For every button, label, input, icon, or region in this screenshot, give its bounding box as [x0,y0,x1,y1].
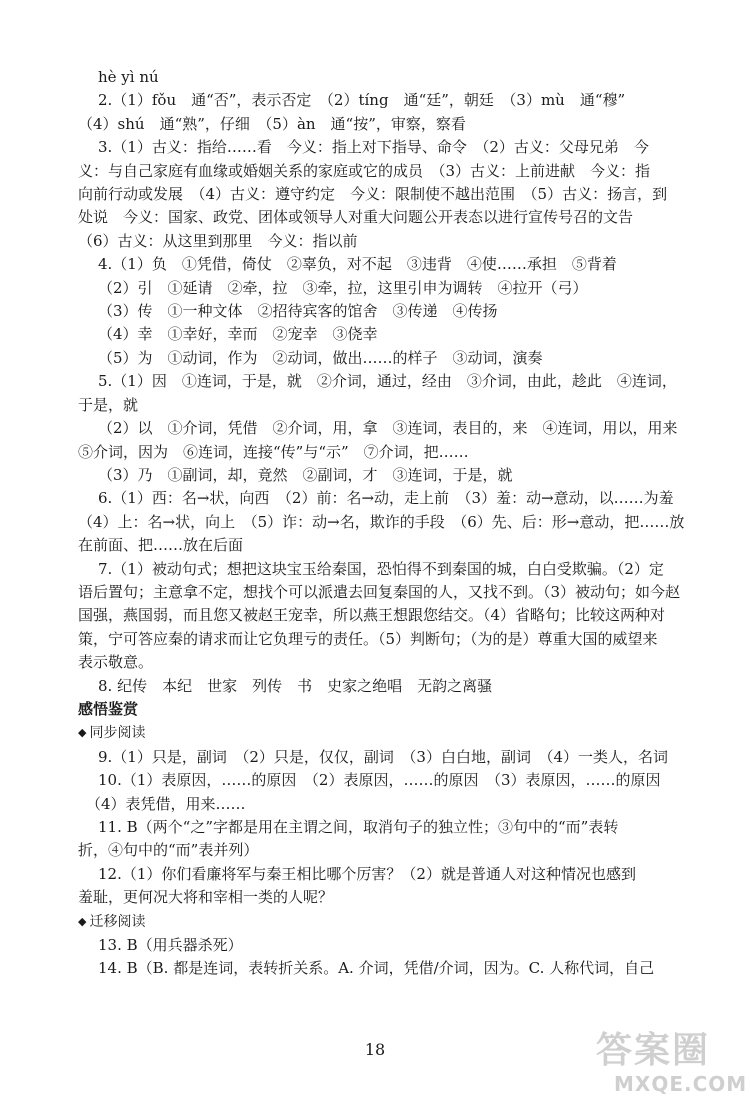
site-watermark [596,1030,748,1104]
answer-11-line-1: 11. B（两个“之”字都是用在主谓之间，取消句子的独立性；③句中的“而”表转 [98,818,619,836]
answer-11-line-2: 折，④句中的“而”表并列） [78,841,259,860]
pinyin-line: hè yì nú [98,68,159,86]
answer-3-line-4: 处说 今义：国家、政党、团体或领导人对重大问题公开表态以进行宣传号召的文告 [78,208,634,227]
answer-4-line-5: （5）为 ①动词，作为 ②动词，做出……的样子 ③动词，演奏 [98,348,543,367]
answer-4-line-2: （2）引 ①延请 ②牵，拉 ③牵，拉，这里引申为调转 ④拉开（弓） [98,278,588,297]
subsection-sync-reading [78,721,690,745]
watermark-url: MXQE.COM [614,1072,748,1096]
subsection-label: 同步阅读 [89,725,146,742]
answer-4-line-3: （3）传 ①一种文体 ②招待宾客的馆舍 ③传递 ④传扬 [98,302,498,321]
answer-7-line-5: 表示敬意。 [78,653,154,672]
subsection-transfer-reading [78,910,690,934]
answer-7-line-3: 国强，燕国弱，而且您又被赵王宠幸，所以燕王想跟您结交。（4）省略句；比较这两种对 [78,606,666,625]
answer-9-line: 9.（1）只是，副词 （2）只是，仅仅，副词 （3）白白地，副词 （4）一类人，名词 [98,747,668,766]
answer-4-line-1: 4.（1）负 ①凭借，倚仗 ②辜负，对不起 ③违背 ④使……承担 ⑤背着 [98,255,617,274]
subsection-label: 迁移阅读 [89,913,146,930]
watermark-logo-text: 答案圈 [596,1030,711,1071]
answer-5-line-4: ⑤介词，因为 ⑥连词，连接“传”与“示” ⑦介词，把…… [78,442,469,461]
answer-6-line-3: 在前面、把……放在后面 [78,536,244,555]
answer-7-line-1: 7.（1）被动句式；想把这块宝玉给秦国，恐怕得不到秦国的城，白白受欺骗。（2）定 [98,559,664,578]
answer-3-line-1: 3.（1）古义：指给……看 今义：指上对下指导、命令 （2）古义：父母兄弟 今 [98,138,649,157]
answer-12-line-2: 羞耻，更何况大将和宰相一类的人呢？ [78,888,334,907]
answer-6-line-2: （4）上：名→状，向上 （5）诈：动→名，欺诈的手段 （6）先、后：形→意动，把……放 [78,512,685,531]
answer-5-line-3: （2）以 ①介词，凭借 ②介词，用，拿 ③连词，表目的，来 ④连词，用以，用来 [98,419,678,438]
answer-3-line-2: 义：与自己家庭有血缘或婚姻关系的家庭或它的成员 （3）古义：上前进献 今义：指 [78,161,651,180]
answer-2-line-2: （4）shú 通“熟”，仔细 （5）àn 通“按”，审察，察看 [78,114,466,133]
section-title-appreciation: 感悟鉴赏 [78,699,139,718]
answer-14-line: 14. B（B. 都是连词，表转折关系。A. 介词，凭借/介词，因为。C. 人称代词，自己 [98,959,655,978]
answer-5-line-2: 于是，就 [78,395,139,414]
answer-3-line-5: （6）古义：从这里到那里 今义：指以前 [78,231,358,250]
answer-6-line-1: 6.（1）西：名→状，向西 （2）前：名→动，走上前 （3）羞：动→意动，以……为羞 [98,489,674,508]
answer-5-line-5: （3）乃 ①副词，却，竟然 ②副词，才 ③连词，于是，就 [98,465,513,484]
answer-12-line-1: 12.（1）你们看廉将军与秦王相比哪个厉害？（2）就是普通人对这种情况也感到 [98,864,636,883]
answer-10-line-1: 10.（1）表原因，……的原因 （2）表原因，……的原因 （3）表原因，……的原因 [98,771,661,790]
answer-10-line-2: （4）表凭借，用来…… [86,794,246,813]
diamond-bullet-icon: ◆ [78,914,87,928]
answer-4-line-4: （4）幸 ①幸好，幸而 ②宠幸 ③侥幸 [98,325,378,344]
answer-13-line: 13. B（用兵器杀死） [98,936,243,955]
answer-3-line-3: 向前行动或发展 （4）古义：遵守约定 今义：限制使不越出范围 （5）古义：扬言，到 [78,185,668,204]
answer-page [78,66,690,981]
page-number: 18 [364,1040,386,1059]
answer-8-line: 8. 纪传 本纪 世家 列传 书 史家之绝唱 无韵之离骚 [98,676,493,695]
answer-2-line-1: 2.（1）fǒu 通“否”，表示否定 （2）tíng 通“廷”，朝廷 （3）mù 通“穆” [98,91,626,110]
answer-5-line-1: 5.（1）因 ①连词，于是，就 ②介词，通过，经由 ③介词，由此，趁此 ④连词， [98,372,677,391]
diamond-bullet-icon: ◆ [78,726,87,740]
answer-7-line-4: 策，宁可答应秦的请求而让它负理亏的责任。（5）判断句；（为的是）尊重大国的威望来 [78,629,658,648]
answer-7-line-2: 语后置句；主意拿不定，想找个可以派遣去回复秦国的人，又找不到。（3）被动句；如今赵 [78,582,681,601]
